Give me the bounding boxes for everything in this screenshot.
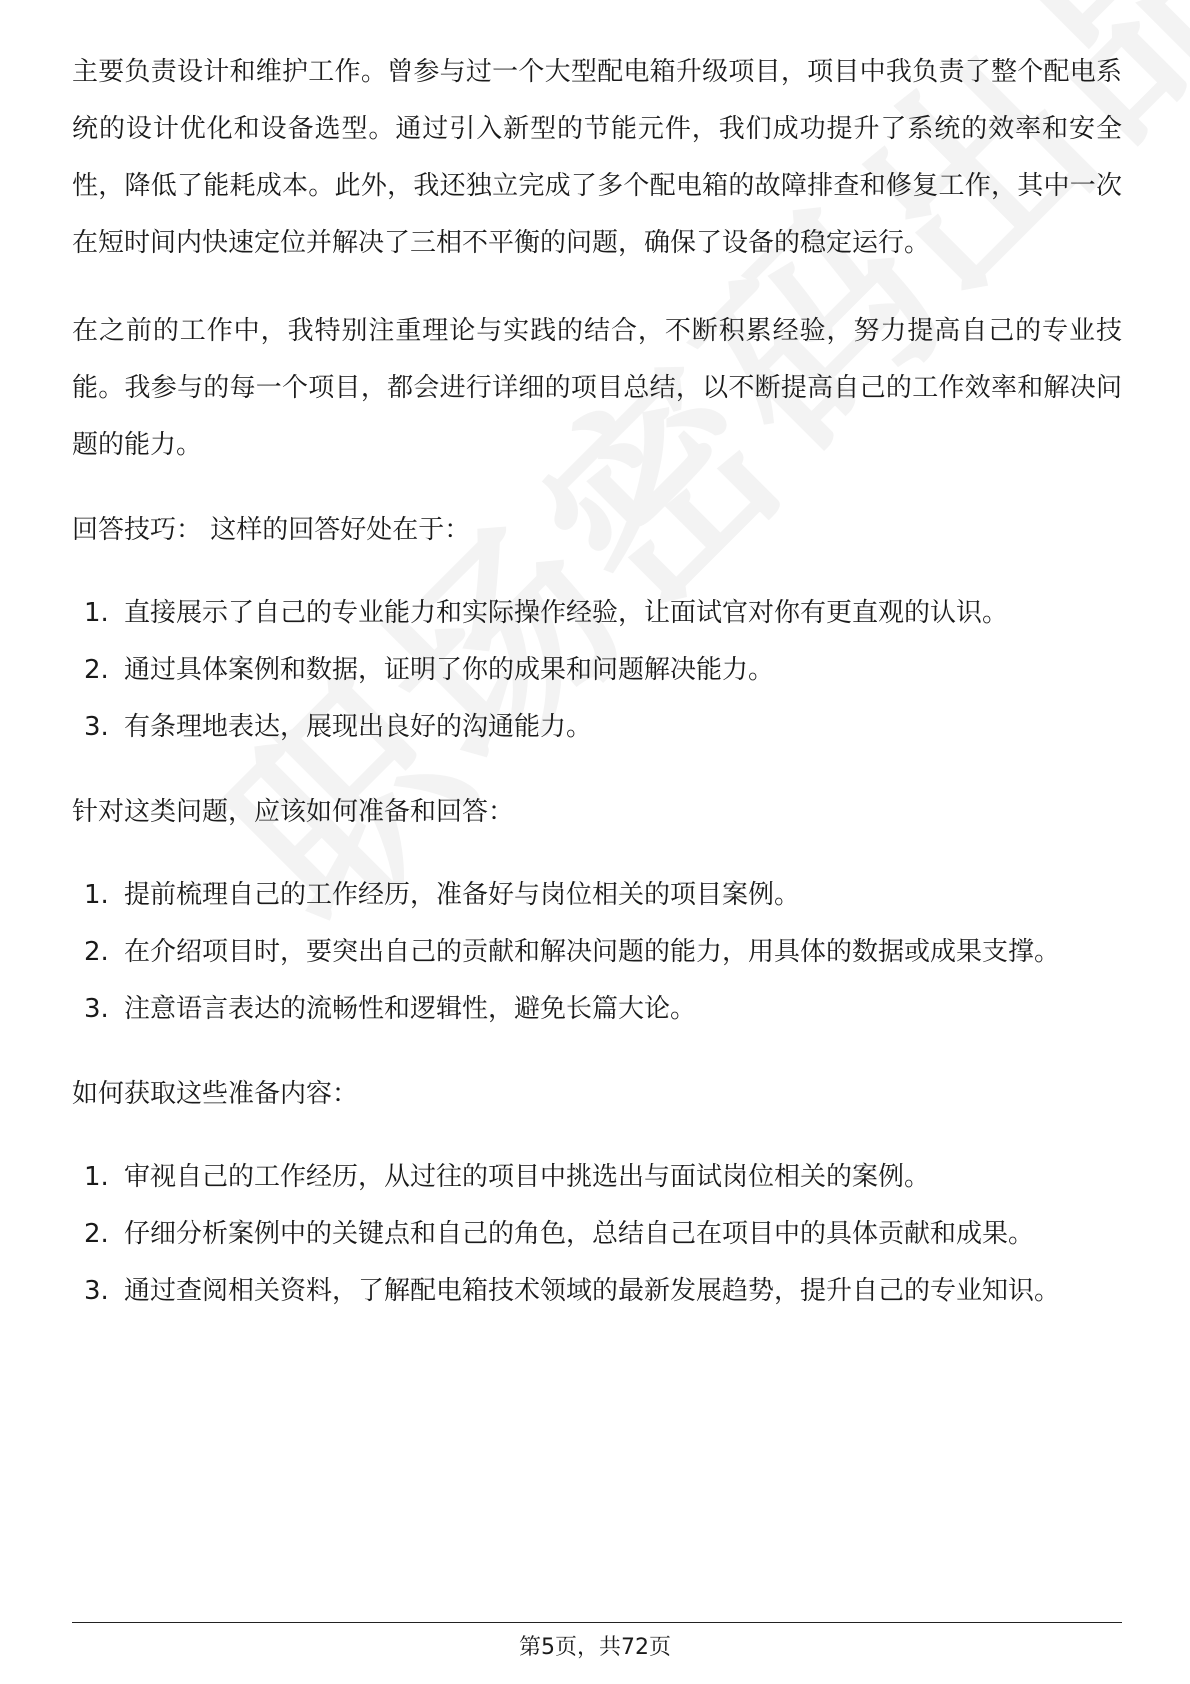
list-text: 通过查阅相关资料，了解配电箱技术领域的最新发展趋势，提升自己的专业知识。 — [124, 1276, 1061, 1306]
list-item — [72, 1206, 1122, 1263]
list-text: 审视自己的工作经历，从过往的项目中挑选出与面试岗位相关的案例。 — [124, 1162, 931, 1192]
list-number: 2. — [84, 1219, 109, 1249]
list-number: 3. — [84, 994, 109, 1024]
numbered-list — [72, 867, 1122, 1038]
list-item — [72, 981, 1122, 1038]
list-text: 有条理地表达，展现出良好的沟通能力。 — [124, 712, 593, 742]
list-text: 通过具体案例和数据，证明了你的成果和问题解决能力。 — [124, 655, 775, 685]
list-item — [72, 585, 1122, 642]
footer-divider — [72, 1622, 1122, 1623]
page-number: 第5页，共72页 — [519, 1635, 671, 1660]
list-text: 在介绍项目时，要突出自己的贡献和解决问题的能力，用具体的数据或成果支撑。 — [124, 937, 1061, 967]
list-text: 直接展示了自己的专业能力和实际操作经验，让面试官对你有更直观的认识。 — [124, 598, 1009, 628]
list-item — [72, 867, 1122, 924]
list-item — [72, 924, 1122, 981]
paragraph: 在之前的工作中，我特别注重理论与实践的结合，不断积累经验，努力提高自己的专业技能。我参与的每一个项目，都会进行详细的项目总结，以不断提高自己的工作效率和解决问题的能力。 — [72, 316, 1122, 460]
section-heading: 回答技巧： 这样的回答好处在于： — [72, 515, 471, 545]
list-text: 注意语言表达的流畅性和逻辑性，避免长篇大论。 — [124, 994, 697, 1024]
list-number: 3. — [84, 712, 109, 742]
list-number: 2. — [84, 937, 109, 967]
list-number: 1. — [84, 880, 109, 910]
list-text: 提前梳理自己的工作经历，准备好与岗位相关的项目案例。 — [124, 880, 801, 910]
section-heading: 如何获取这些准备内容： — [72, 1079, 359, 1109]
list-number: 1. — [84, 598, 109, 628]
list-item — [72, 1263, 1122, 1320]
list-item — [72, 1149, 1122, 1206]
document-body — [72, 44, 1122, 1320]
list-item — [72, 699, 1122, 756]
numbered-list — [72, 585, 1122, 756]
list-item — [72, 642, 1122, 699]
list-number: 1. — [84, 1162, 109, 1192]
section-heading: 针对这类问题，应该如何准备和回答： — [72, 797, 515, 827]
list-number: 3. — [84, 1276, 109, 1306]
list-text: 仔细分析案例中的关键点和自己的角色，总结自己在项目中的具体贡献和成果。 — [124, 1219, 1035, 1249]
paragraph: 主要负责设计和维护工作。曾参与过一个大型配电箱升级项目，项目中我负责了整个配电系统的设计优化和设备选型。通过引入新型的节能元件，我们成功提升了系统的效率和安全性，降低了能耗成本。此外，我还独立完成了多个配电箱的故障排查和修复工作，其中一次在短时间内快速定位并解决了三相不平衡的问题，确保了设备的稳定运行。 — [72, 57, 1122, 258]
list-number: 2. — [84, 655, 109, 685]
numbered-list — [72, 1149, 1122, 1320]
